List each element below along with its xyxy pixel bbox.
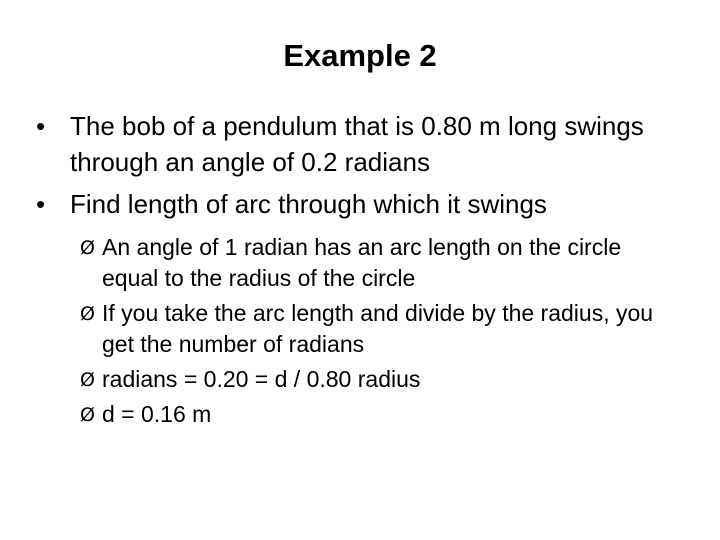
bullet-marker: • — [36, 111, 46, 141]
arrow-bullet-icon: Ø — [80, 303, 95, 325]
sub-bullet-text: If you take the arc length and divide by the radius, you get the number of radians — [102, 300, 654, 357]
bullet-item — [0, 186, 690, 222]
arrow-bullet-icon: Ø — [80, 404, 95, 426]
bullet-marker: • — [36, 189, 46, 219]
sub-bullet-item — [0, 298, 672, 360]
arrow-bullet-icon: Ø — [80, 369, 95, 391]
bullet-text: The bob of a pendulum that is 0.80 m long swings through an angle of 0.2 radians — [70, 111, 644, 177]
bullet-item — [0, 108, 690, 180]
bullet-text: Find length of arc through which it swings — [70, 189, 547, 219]
slide-title: Example 2 — [283, 38, 437, 73]
sub-bullet-list — [0, 232, 720, 430]
sub-bullet-text: An angle of 1 radian has an arc length on the circle equal to the radius of the circle — [102, 234, 622, 291]
sub-bullet-item — [0, 364, 672, 395]
sub-bullet-item — [0, 399, 672, 430]
sub-bullet-text: d = 0.16 m — [102, 401, 212, 427]
sub-bullet-text: radians = 0.20 = d / 0.80 radius — [102, 366, 421, 392]
arrow-bullet-icon: Ø — [80, 237, 95, 259]
sub-bullet-item — [0, 232, 672, 294]
slide-body — [0, 108, 720, 434]
